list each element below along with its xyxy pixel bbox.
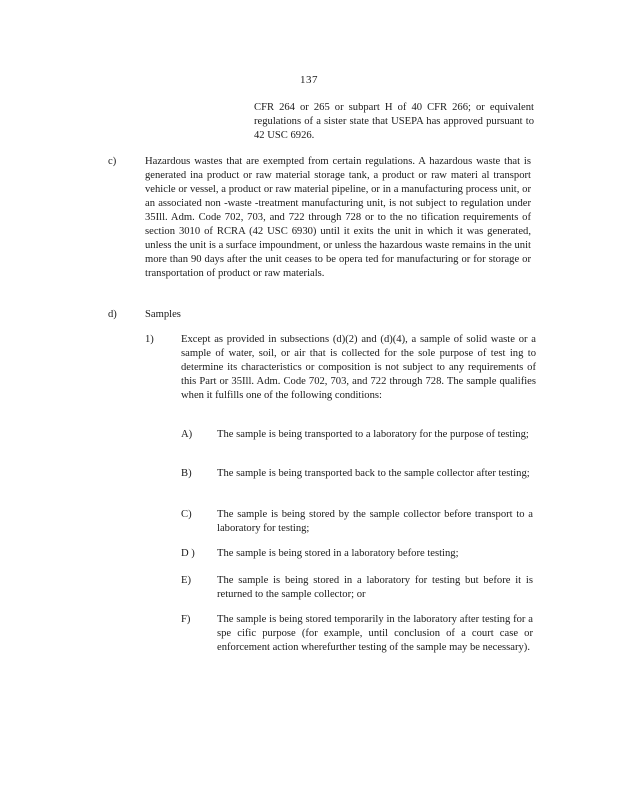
- condition-e-body: [217, 574, 533, 602]
- condition-a-body: [217, 428, 533, 442]
- item-1-text: Except as provided in subsections (d)(2) and (d)(4), a sample of solid waste or a sample of water, soil, or air that is collected for the sole purpose of test ing to determine its characteristics or composition is not subject to any requirements of this Part or 35Ill. Adm. Code 702, 703, and 722 through 728. The sample qualifies when it fulfills one of the following conditions:: [181, 334, 536, 401]
- item-1-label: 1): [145, 334, 154, 345]
- section-d-label: d): [108, 309, 117, 320]
- item-1-body: [181, 333, 536, 403]
- section-c-body: [145, 155, 531, 281]
- section-c-label: c): [108, 156, 117, 167]
- condition-f-label: F): [181, 614, 191, 625]
- condition-c-label: C): [181, 509, 192, 520]
- condition-d-label: D ): [181, 548, 195, 559]
- condition-c-body: [217, 508, 533, 536]
- intro-continuation: [254, 101, 534, 143]
- condition-f-text: The sample is being stored temporarily in the laboratory after testing for a spe cific purpose (for example, until conclusion of a court case or enforcement action wherefurther testing of the sample may be necessary).: [217, 614, 533, 653]
- condition-a-label: A): [181, 429, 193, 440]
- condition-b-label: B): [181, 468, 192, 479]
- section-d-heading: Samples: [145, 309, 181, 320]
- condition-a-text: The sample is being transported to a laboratory for the purpose of testing;: [217, 429, 529, 440]
- intro-continuation-text: CFR 264 or 265 or subpart H of 40 CFR 266; or equivalent regulations of a sister state that USEPA has approved pursuant to 42 USC 6926.: [254, 102, 534, 141]
- condition-d-body: [217, 547, 533, 561]
- condition-c-text: The sample is being stored by the sample collector before transport to a laboratory for testing;: [217, 509, 533, 534]
- condition-b-text: The sample is being transported back to the sample collector after testing;: [217, 468, 530, 479]
- condition-f-body: [217, 613, 533, 655]
- condition-b-body: [217, 467, 533, 481]
- section-c-text: Hazardous wastes that are exempted from certain regulations. A hazardous waste that is generated ina product or raw material storage tank, a product or raw materi al transport vehicle or vessel, a product or raw material pipeline, or in a manufacturing process unit, or an associated non -waste -treatment manufacturing unit, is not subject to regulation under 35Ill. Adm. Code 702, 703, and 722 through 728 or to the no tification requirements of section 3010 of RCRA (42 USC 6930) until it exits the unit in which it was generated, unless the unit is a surface impoundment, or unless the hazardous waste remains in the unit more than 90 days after the unit ceases to be opera ted for manufacturing or for storage or transportation of product or raw materials.: [145, 156, 531, 279]
- condition-e-label: E): [181, 575, 191, 586]
- condition-e-text: The sample is being stored in a laboratory for testing but before it is returned to the sample collector; or: [217, 575, 533, 600]
- page-number: 137: [300, 74, 318, 86]
- condition-d-text: The sample is being stored in a laboratory before testing;: [217, 548, 459, 559]
